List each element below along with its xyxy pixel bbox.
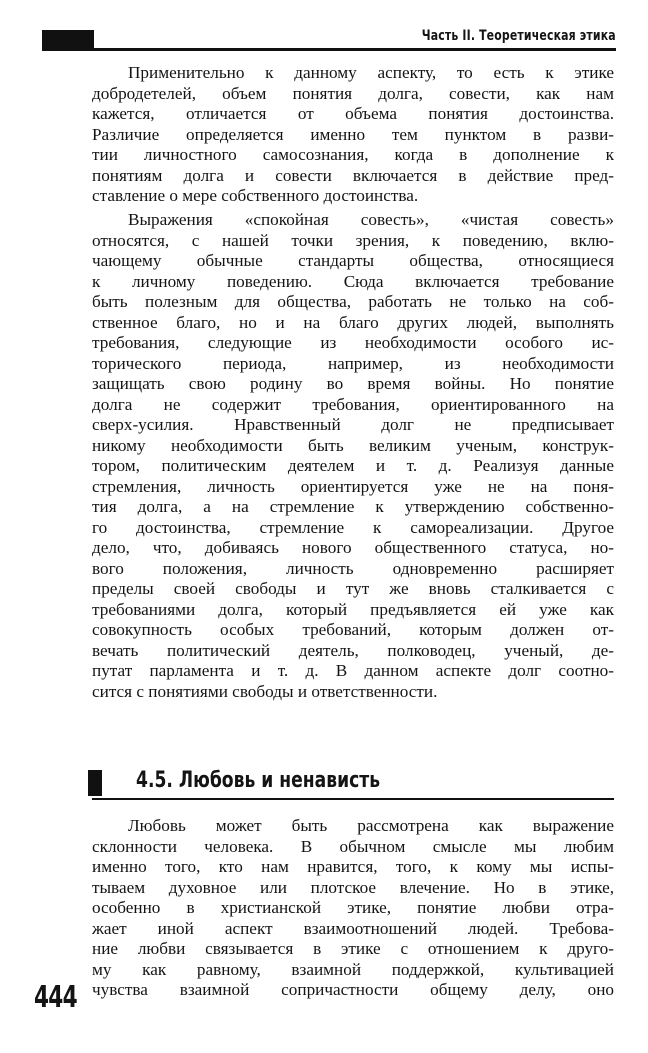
text-line: никому необходимости быть великим ученым, конструк- (92, 435, 614, 455)
text-line: добродетелей, объем понятия долга, совести, как нам (92, 83, 614, 103)
text-line: тором, политическим деятелем и т. д. Реализуя данные (92, 456, 614, 475)
text-line: Применительно к данному аспекту, то есть к этике (128, 63, 614, 82)
paragraph-1 (92, 63, 614, 207)
text-line: защищать свою родину во время войны. Но понятие (92, 374, 614, 393)
text-line: жает иной аспект взаимоотношений людей. Требова- (92, 918, 614, 938)
text-line: дело, что, добиваясь нового общественного статуса, но- (92, 538, 614, 557)
text-line: требования, следующие из необходимости особого ис- (92, 333, 614, 352)
text-line: вечать политический деятель, полководец, ученый, де- (92, 640, 614, 660)
text-line: тываем духовное или плотское влечение. Но в этике, (92, 877, 614, 897)
text-line: стремления, личность ориентируется уже не на поня- (92, 476, 614, 496)
text-line: Различие определяется именно тем пунктом в разви- (92, 124, 614, 144)
text-line: чающему обычные стандарты общества, относящиеся (92, 251, 614, 270)
text-line: понятиям долга и совести включается в действие пред- (92, 165, 614, 185)
text-line: му как равному, взаимной поддержкой, культивацией (92, 959, 614, 979)
text-line: ставление о мере собственного достоинства. (92, 186, 419, 205)
text-line: быть полезным для общества, работать не только на соб- (92, 292, 614, 311)
text-line: именно того, кто нам нравится, того, к кому мы испы- (92, 857, 614, 876)
text-line: тии личностного самосознания, когда в дополнение к (92, 145, 614, 164)
text-line: чувства взаимной сопричастности общему делу, оно (92, 980, 614, 999)
page-number: 444 (34, 980, 77, 1015)
text-line: долга не содержит требования, ориентированного на (92, 394, 614, 414)
text-line: совокупность особых требований, которым должен от- (92, 620, 614, 639)
text-line: пределы своей свободы и тут же вновь сталкивается с (92, 579, 614, 598)
text-line: торического периода, например, из необходимости (92, 353, 614, 373)
text-line: относятся, с нашей точки зрения, к поведению, вклю- (92, 230, 614, 250)
text-line: склонности человека. В обычном смысле мы любим (92, 836, 614, 856)
text-line: ние любви связывается в этике с отношением к друго- (92, 939, 614, 958)
section-rule (92, 798, 614, 800)
text-line: Любовь может быть рассмотрена как выражение (128, 816, 614, 835)
running-header (42, 26, 616, 48)
section-title: 4.5. Любовь и ненависть (136, 768, 381, 793)
header-marker-block (42, 30, 94, 48)
text-line: сверх-усилия. Нравственный долг не предписывает (92, 415, 614, 434)
text-line: Выражения «спокойная совесть», «чистая совесть» (128, 210, 614, 229)
text-line: го достоинства, стремление к самореализации. Другое (92, 517, 614, 537)
section-marker-block (88, 770, 102, 796)
text-line: к личному поведению. Сюда включается требование (92, 271, 614, 291)
header-rule (42, 48, 616, 51)
text-line: сится с понятиями свободы и ответственности. (92, 681, 438, 701)
text-line: кажется, отличается от объема понятия достоинства. (92, 104, 614, 123)
section-heading (92, 768, 614, 798)
text-line: особенно в христианской этике, понятие любви отра- (92, 898, 614, 917)
paragraph-2 (92, 210, 614, 702)
paragraph-3 (92, 816, 614, 1001)
text-line: путат парламента и т. д. В данном аспекте долг соотно- (92, 661, 614, 680)
text-line: требованиями долга, который предъявляется ей уже как (92, 599, 614, 619)
header-title: Часть II. Теоретическая этика (421, 28, 616, 44)
text-line: вого положения, личность одновременно расширяет (92, 558, 614, 578)
text-line: ственное благо, но и на благо других людей, выполнять (92, 312, 614, 332)
text-line: тия долга, а на стремление к утверждению собственно- (92, 497, 614, 516)
